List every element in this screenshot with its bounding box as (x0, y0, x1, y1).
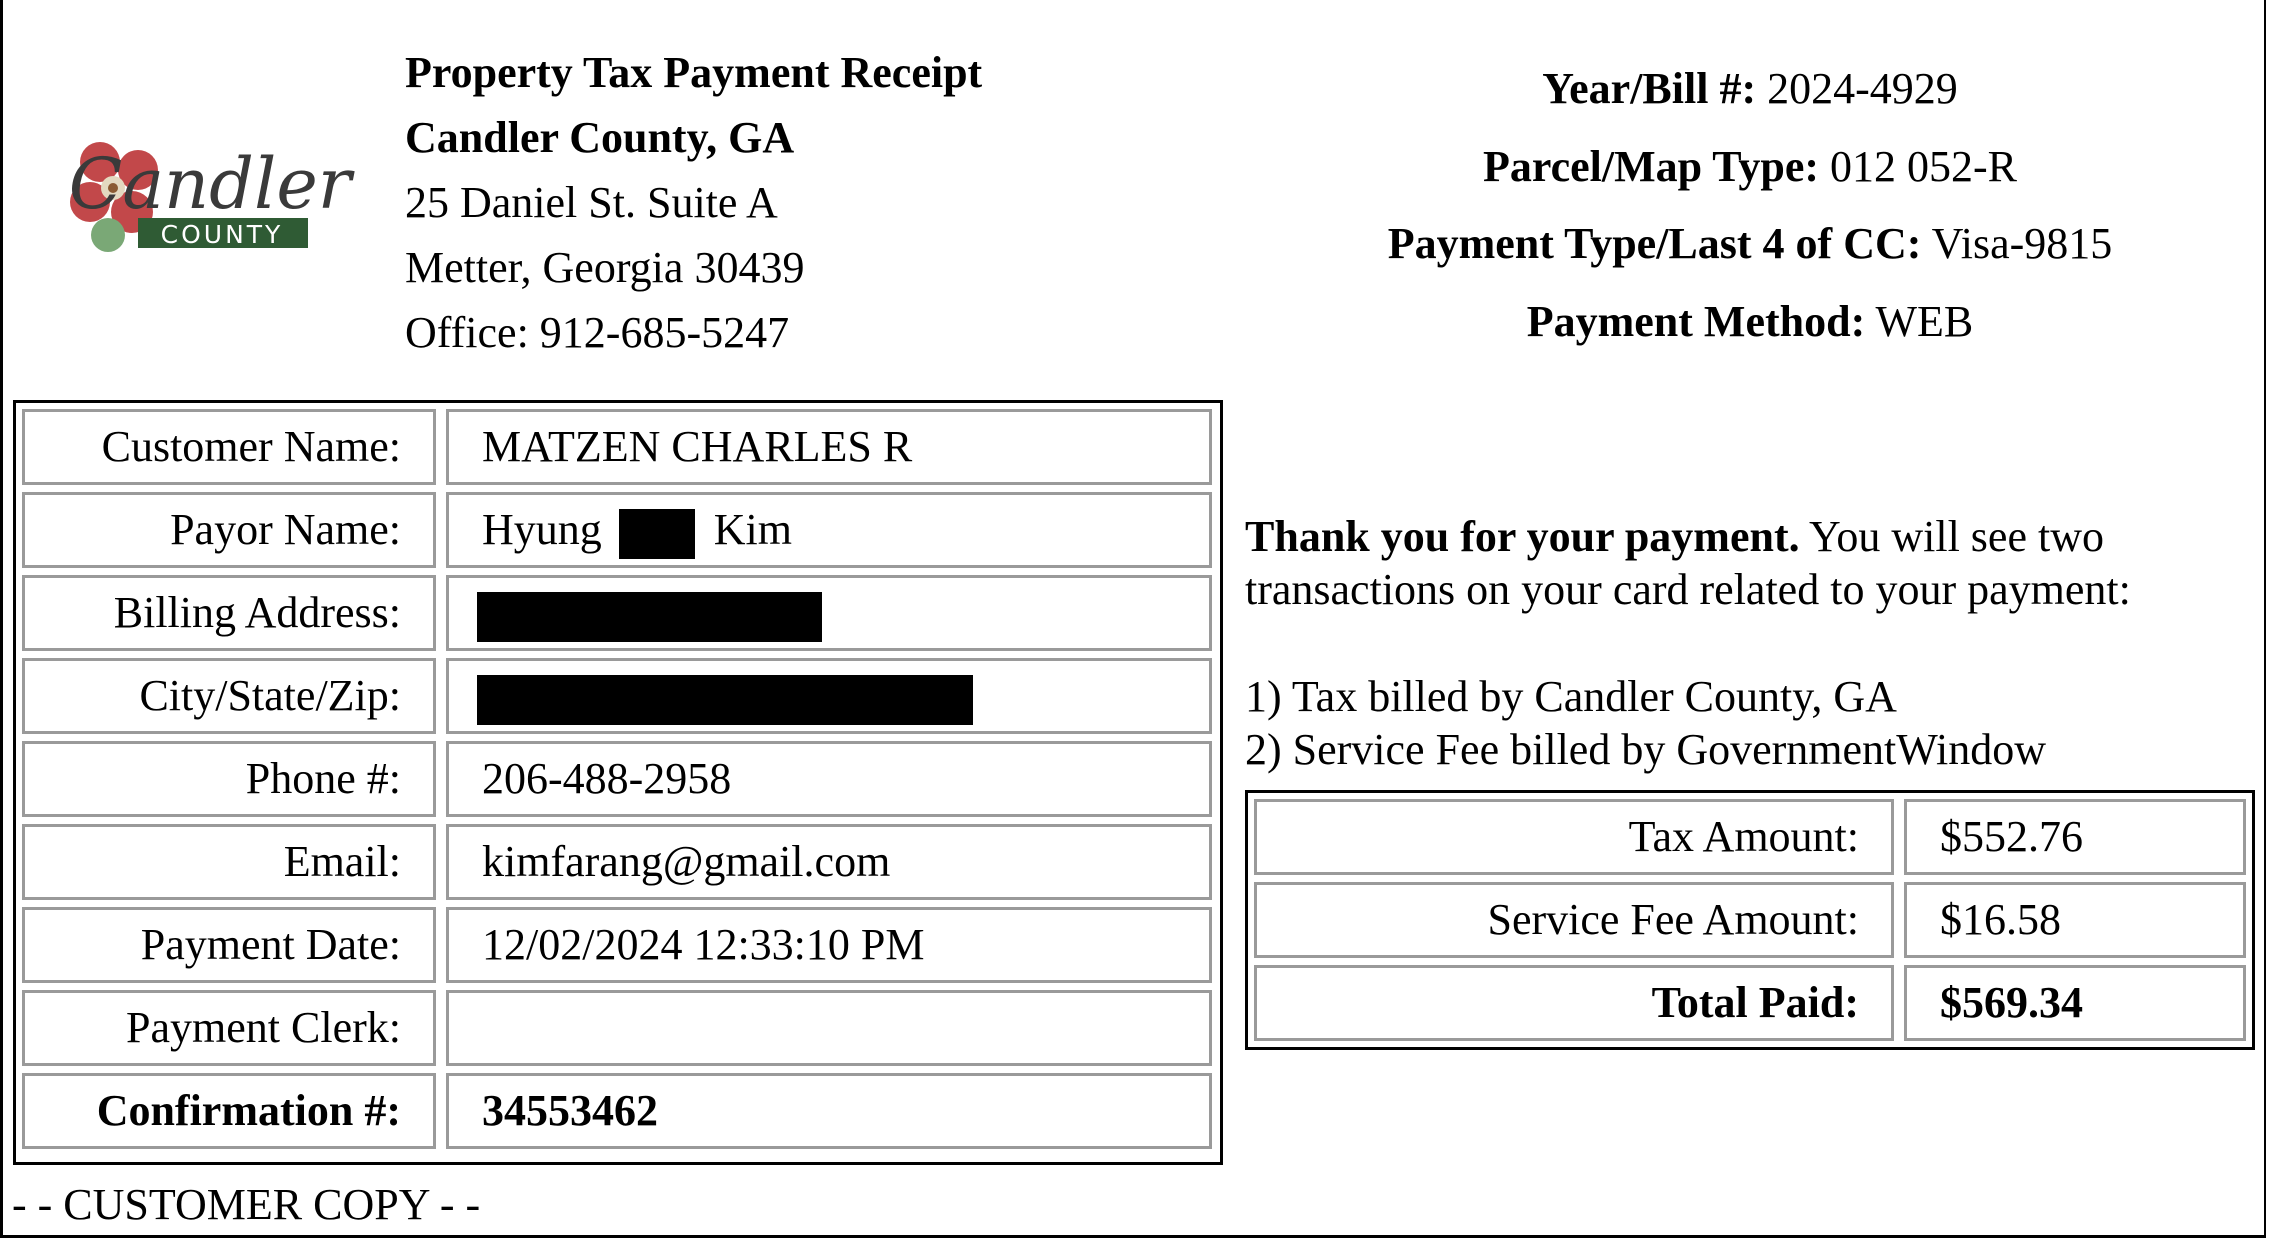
payment-type-value: Visa-9815 (1931, 219, 2113, 268)
total-paid-label: Total Paid: (1254, 965, 1894, 1041)
office-header (405, 40, 982, 365)
payment-date-label: Payment Date: (22, 907, 436, 983)
county-name: Candler County, GA (405, 113, 795, 162)
customer-copy-footer: - - CUSTOMER COPY - - (12, 1180, 481, 1229)
email-label: Email: (22, 824, 436, 900)
table-row (22, 824, 1212, 900)
payment-method-value: WEB (1875, 296, 1974, 346)
address-line-2: Metter, Georgia 30439 (405, 243, 805, 292)
customer-table (13, 400, 1223, 1165)
billing-address-value (446, 575, 1212, 651)
confirmation-value: 34553462 (446, 1073, 1212, 1149)
logo-county-text: COUNTY (160, 220, 284, 249)
list-item: 2) Service Fee billed by GovernmentWindow (1245, 725, 2047, 774)
payment-type-line: Payment Type/Last 4 of CC: Visa-9815 (1387, 219, 2113, 268)
service-fee-value: $16.58 (1904, 882, 2246, 958)
logo-script-text: Candler (68, 143, 352, 225)
table-row (22, 492, 1212, 568)
office-phone: Office: 912-685-5247 (405, 308, 790, 357)
table-row (1254, 799, 2246, 875)
confirmation-label: Confirmation #: (22, 1073, 436, 1149)
tax-amount-label: Tax Amount: (1254, 799, 1894, 875)
table-row (22, 575, 1212, 651)
table-row (22, 741, 1212, 817)
table-row (1254, 882, 2246, 958)
payor-name-label: Payor Name: (22, 492, 436, 568)
city-state-zip-label: City/State/Zip: (22, 658, 436, 734)
billing-address-label: Billing Address: (22, 575, 436, 651)
year-bill-line: Year/Bill #: 2024-4929 (1542, 64, 1958, 113)
list-item: 1) Tax billed by Candler County, GA (1245, 672, 1897, 721)
payment-date-value: 12/02/2024 12:33:10 PM (446, 907, 1212, 983)
year-bill-value: 2024-4929 (1767, 64, 1958, 113)
thank-you-message: Thank you for your payment. You will see two transactions on your card related to your payment: (1245, 512, 2131, 614)
receipt-title: Property Tax Payment Receipt (405, 48, 983, 97)
table-row (22, 658, 1212, 734)
service-fee-label: Service Fee Amount: (1254, 882, 1894, 958)
address-line-1: 25 Daniel St. Suite A (405, 178, 778, 227)
total-paid-value: $569.34 (1904, 965, 2246, 1041)
table-row (22, 1073, 1212, 1149)
customer-name-value: MATZEN CHARLES R (446, 409, 1212, 485)
city-state-zip-value (446, 658, 1212, 734)
customer-name-label: Customer Name: (22, 409, 436, 485)
amount-table (1245, 790, 2255, 1050)
table-row (22, 409, 1212, 485)
parcel-line: Parcel/Map Type: 012 052-R (1482, 141, 2018, 191)
table-row (22, 907, 1212, 983)
candler-county-logo (60, 100, 352, 290)
tax-amount-value: $552.76 (1904, 799, 2246, 875)
table-row (22, 990, 1212, 1066)
bill-info (1250, 50, 2250, 360)
table-row (1254, 965, 2246, 1041)
phone-label: Phone #: (22, 741, 436, 817)
redaction-block (619, 509, 695, 559)
phone-value: 206-488-2958 (446, 741, 1212, 817)
redaction-block (477, 592, 822, 642)
payment-clerk-label: Payment Clerk: (22, 990, 436, 1066)
payor-name-value: Hyung Kim (446, 492, 1212, 568)
redaction-block (477, 675, 973, 725)
parcel-value: 012 052-R (1830, 141, 2018, 191)
payment-method-line: Payment Method: WEB (1526, 296, 1974, 346)
payment-clerk-value (446, 990, 1212, 1066)
transaction-list (1245, 670, 2046, 776)
email-value: kimfarang@gmail.com (446, 824, 1212, 900)
